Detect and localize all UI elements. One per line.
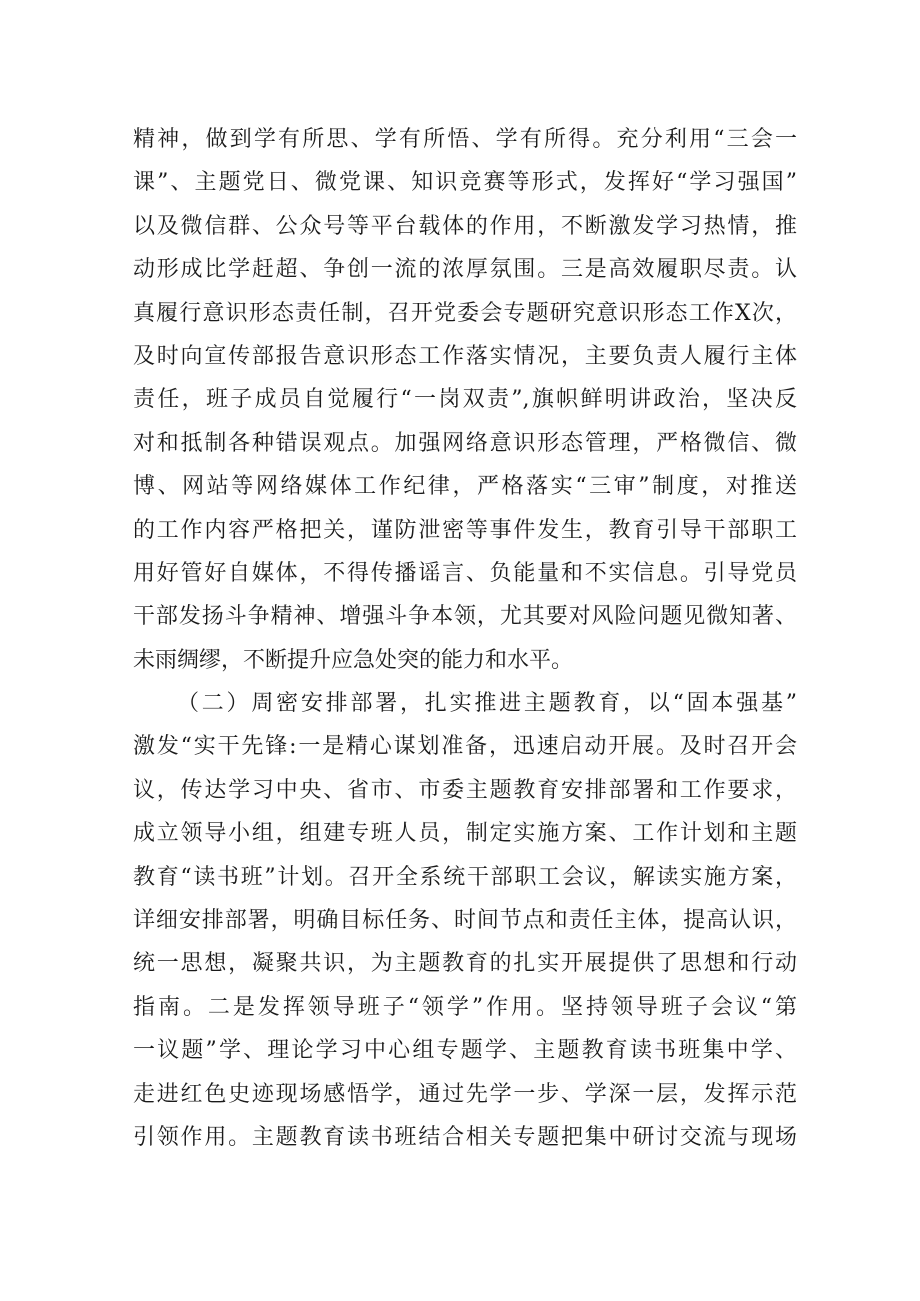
text-line: 教育“读书班”计划。召开全系统干部职工会议，解读实施方案，	[133, 864, 797, 890]
text-line: 用好管好自媒体，不得传播谣言、负能量和不实信息。引导党员	[133, 560, 797, 586]
text-line: 以及微信群、公众号等平台载体的作用，不断激发学习热情，推	[133, 213, 797, 239]
text-line: 议，传达学习中央、省市、市委主题教育安排部署和工作要求，	[133, 777, 797, 803]
paragraph-heading-line: （二）周密安排部署，扎实推进主题教育，以“固本强基”	[177, 691, 797, 717]
text-line: 引领作用。主题教育读书班结合相关专题把集中研讨交流与现场	[133, 1124, 797, 1150]
text-line: 责任，班子成员自觉履行“一岗双责”,旗帜鲜明讲政治，坚决反	[133, 387, 797, 413]
text-line: 及时向宣传部报告意识形态工作落实情况，主要负责人履行主体	[133, 343, 797, 369]
body-text	[133, 118, 797, 1159]
text-line: 激发“实干先锋:一是精心谋划准备，迅速启动开展。及时召开会	[133, 734, 797, 760]
text-line: 一议题”学、理论学习中心组专题学、主题教育读书班集中学、	[133, 1038, 797, 1064]
text-line: 课”、主题党日、微党课、知识竞赛等形式，发挥好“学习强国”	[133, 170, 797, 196]
text-line: 真履行意识形态责任制，召开党委会专题研究意识形态工作X次，	[133, 300, 797, 326]
text-line: 博、网站等网络媒体工作纪律，严格落实“三审”制度，对推送	[133, 474, 797, 500]
text-line: 详细安排部署，明确目标任务、时间节点和责任主体，提高认识，	[133, 908, 797, 934]
text-line: 成立领导小组，组建专班人员，制定实施方案、工作计划和主题	[133, 821, 797, 847]
text-line: 未雨绸缪，不断提升应急处突的能力和水平。	[133, 647, 574, 673]
text-line: 统一思想，凝聚共识，为主题教育的扎实开展提供了思想和行动	[133, 951, 797, 977]
text-line: 指南。二是发挥领导班子“领学”作用。坚持领导班子会议“第	[133, 994, 797, 1020]
text-line: 干部发扬斗争精神、增强斗争本领，尤其要对风险问题见微知著、	[133, 604, 797, 630]
text-line: 精神，做到学有所思、学有所悟、学有所得。充分利用“三会一	[133, 127, 797, 152]
text-line: 动形成比学赶超、争创一流的浓厚氛围。三是高效履职尽责。认	[133, 257, 797, 283]
text-line: 的工作内容严格把关，谨防泄密等事件发生，教育引导干部职工	[133, 517, 797, 543]
text-line: 走进红色史迹现场感悟学，通过先学一步、学深一层，发挥示范	[133, 1081, 797, 1107]
text-line: 对和抵制各种错误观点。加强网络意识形态管理，严格微信、微	[133, 430, 797, 456]
